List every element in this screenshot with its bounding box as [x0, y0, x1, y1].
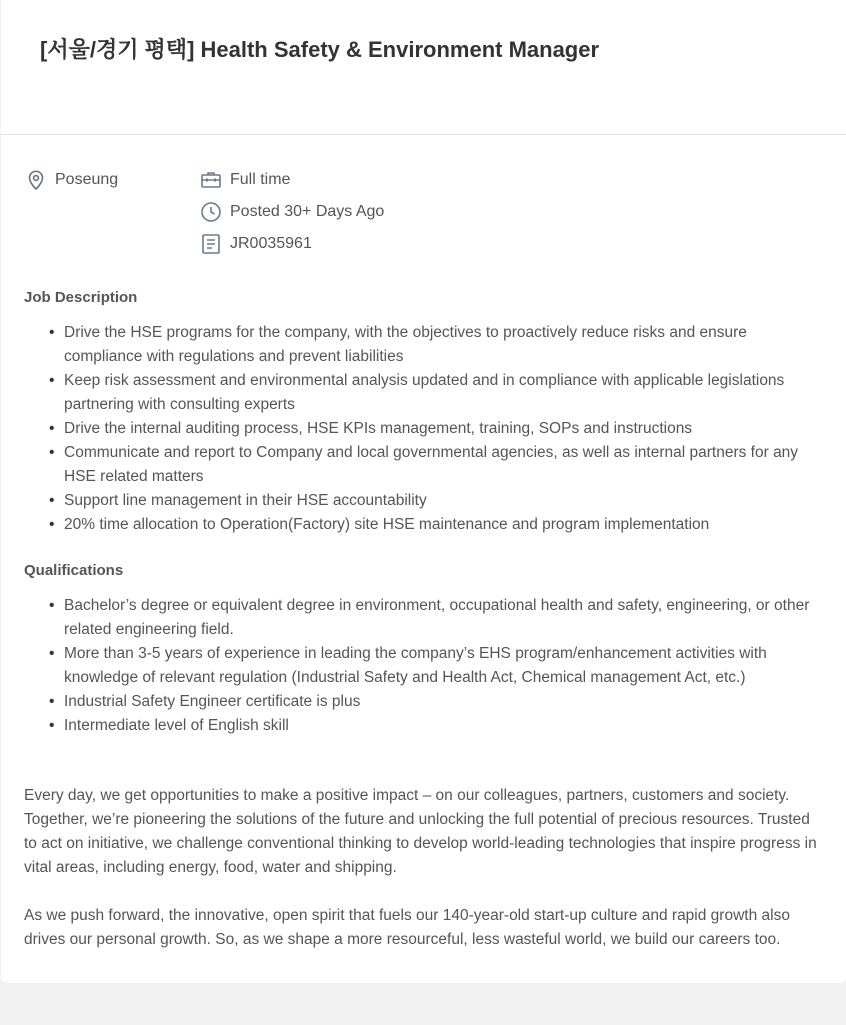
job-time-type: [199, 168, 290, 192]
job-req-id-text: JR0035961: [230, 235, 312, 252]
job-posted: [199, 200, 384, 224]
job-location-text: Poseung: [55, 171, 119, 188]
document-icon: [199, 232, 223, 256]
list-item: • More than 3-5 years of experience in leading the company’s EHS program/enhancement activities with knowledge of relevant regulation (Industrial Safety and Health Act, Chemical management Act, etc.): [64, 642, 816, 690]
location-pin-icon: [24, 168, 48, 192]
job-title: [서울/경기 평택] Health Safety & Environment Manager: [40, 37, 600, 62]
list-item: • Keep risk assessment and environmental analysis updated and in compliance with applicable legislations partnering with consulting experts: [64, 369, 816, 417]
job-posted-text: Posted 30+ Days Ago: [230, 203, 385, 220]
qualifications-heading: Qualifications: [24, 562, 124, 579]
about-paragraph: Every day, we get opportunities to make a positive impact – on our colleagues, partners, customers and society. Together, we’re pioneering the solutions of the future and unlocking the full potential of precious resources. Trusted to act on initiative, we challenge conventional thinking to develop world-leading technologies that inspire progress in vital areas, including energy, food, water and shipping.: [24, 787, 817, 876]
list-item: • Intermediate level of English skill: [64, 714, 816, 738]
list-item: • Bachelor’s degree or equivalent degree in environment, occupational health and safety, engineering, or other related engineering field.: [64, 594, 816, 642]
list-item: • Communicate and report to Company and local governmental agencies, as well as internal partners for any HSE related matters: [64, 441, 816, 489]
list-item: • Support line management in their HSE accountability: [64, 489, 816, 513]
job-header: [1, 0, 846, 135]
job-req-id: [199, 232, 312, 256]
about-paragraph: As we push forward, the innovative, open spirit that fuels our 140-year-old start-up culture and rapid growth also drives our personal growth. So, as we shape a more resourceful, less wasteful world, we build our careers too.: [24, 907, 790, 948]
list-item: • 20% time allocation to Operation(Factory) site HSE maintenance and program implementation: [64, 513, 816, 537]
list-item: • Drive the internal auditing process, HSE KPIs management, training, SOPs and instructions: [64, 417, 816, 441]
briefcase-icon: [199, 168, 223, 192]
job-location: [24, 168, 118, 192]
clock-icon: [199, 200, 223, 224]
job-time-type-text: Full time: [230, 171, 291, 188]
list-item: • Drive the HSE programs for the company, with the objectives to proactively reduce risks and ensure compliance with regulations and prevent liabilities: [64, 321, 816, 369]
job-description-heading: Job Description: [24, 289, 138, 306]
job-description-list: [24, 321, 816, 537]
job-posting-card: [1, 0, 846, 983]
list-item: • Industrial Safety Engineer certificate is plus: [64, 690, 816, 714]
qualifications-list: [24, 594, 816, 738]
